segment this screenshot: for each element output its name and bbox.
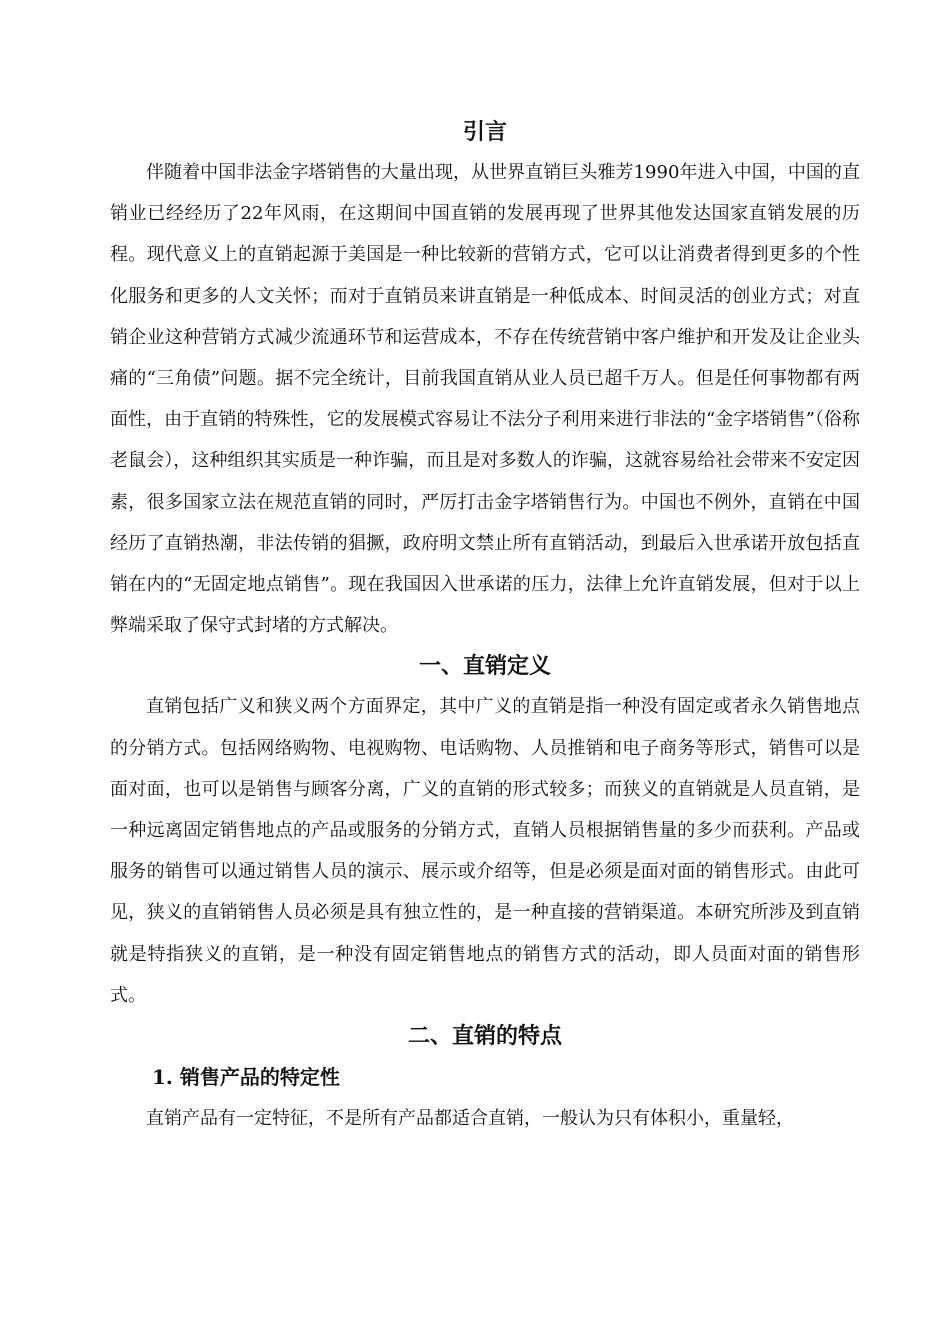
- section-1-title: 一、直销定义: [418, 653, 551, 680]
- intro-title: 引言: [462, 119, 507, 145]
- intro-paragraph: 伴随着中国非法金字塔销售的大量出现，从世界直销巨头雅芳1990年进入中国，中国的直销业已经经历了22年风雨，在这期间中国直销的发展再现了世界其他发达国家直销发展的历程。现代意义上的直销起源于美国是一种比较新的营销方式，它可以让消费者得到更多的个性化服务和更多的人文关怀；而对于直销员来讲直销是一种低成本、时间灵活的创业方式；对直销企业这种营销方式减少流通环节和运营成本，不存在传统营销中客户维护和开发及让企业头痛的“三角债”问题。据不完全统计，目前我国直销从业人员已超千万人。但是任何事物都有两面性，由于直销的特殊性，它的发展模式容易让不法分子利用来进行非法的“金字塔销售”（俗称老鼠会），这种组织其实质是一种诈骗，而且是对多数人的诈骗，这就容易给社会带来不安定因素，很多国家立法在规范直销的同时，严厉打击金字塔销售行为。中国也不例外，直销在中国经历了直销热潮，非法传销的猖撅，政府明文禁止所有直销活动，到最后入世承诺开放包括直销在内的“无固定地点销售”。现在我国因入世承诺的压力，法律上允许直销发展，但对于以上弊端采取了保守式封堵的方式解决。: [110, 162, 860, 637]
- document-content: [110, 112, 860, 1139]
- subsection-1-title: 1. 销售产品的特定性: [152, 1065, 340, 1090]
- section-2-title: 二、直销的特点: [407, 1023, 562, 1050]
- section-1-paragraph: 直销包括广义和狭义两个方面界定，其中广义的直销是指一种没有固定或者永久销售地点的分销方式。包括网络购物、电视购物、电话购物、人员推销和电子商务等形式，销售可以是面对面，也可以是销售与顾客分离，广义的直销的形式较多；而狭义的直销就是人员直销，是一种远离固定销售地点的产品或服务的分销方式，直销人员根据销售量的多少而获利。产品或服务的销售可以通过销售人员的演示、展示或介绍等，但是必须是面对面的销售形式。由此可见，狭义的直销销售人员必须是具有独立性的，是一种直接的营销渠道。本研究所涉及到直销就是特指狭义的直销，是一种没有固定销售地点的销售方式的活动，即人员面对面的销售形式。: [110, 696, 860, 1006]
- subsection-1-paragraph: 直销产品有一定特征，不是所有产品都适合直销，一般认为只有体积小，重量轻，: [146, 1108, 794, 1130]
